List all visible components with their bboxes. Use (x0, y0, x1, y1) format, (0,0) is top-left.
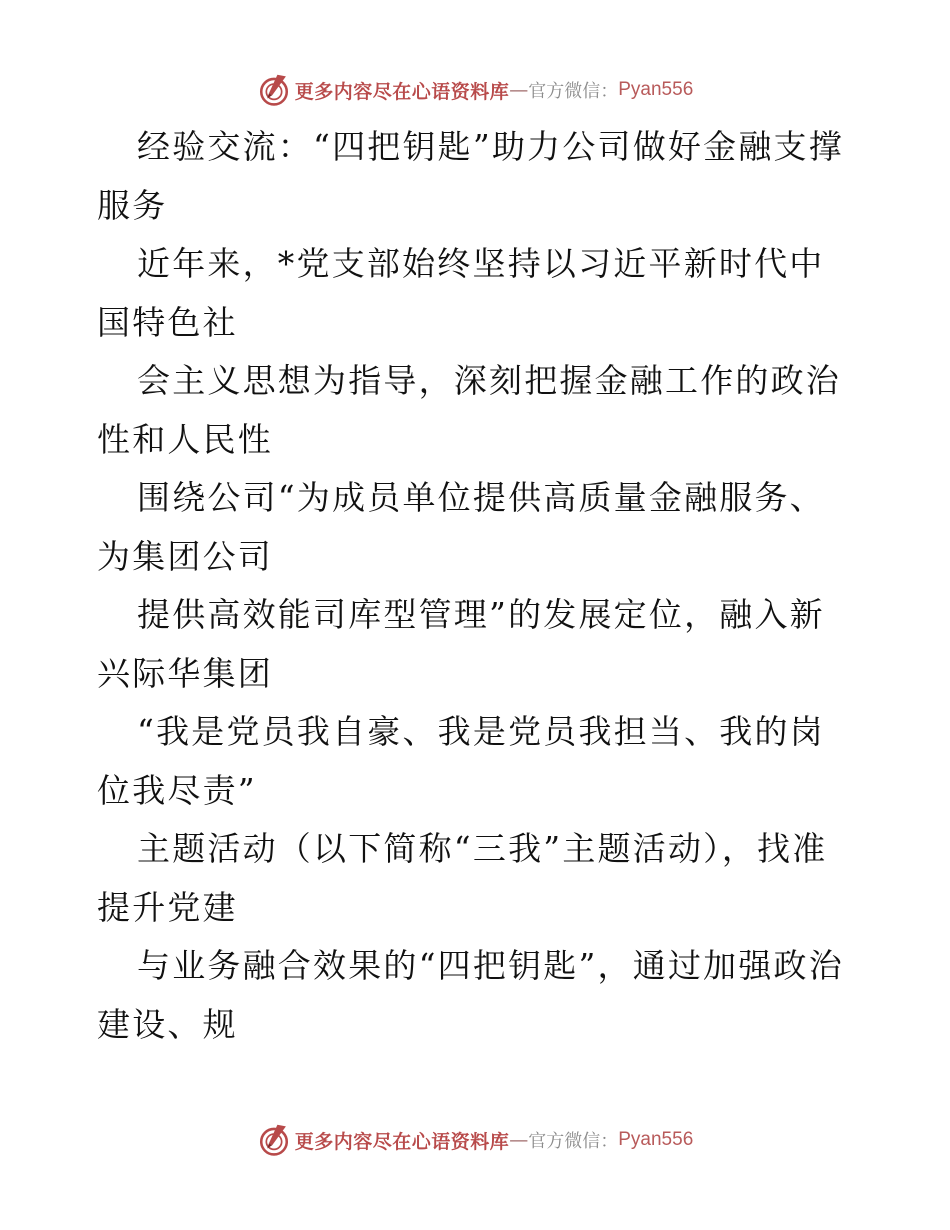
footer-wechat-id: Pyan556 (618, 1129, 694, 1150)
paragraph-line: “我是党员我自豪、我是党员我担当、我的岗位我尽责” (97, 712, 825, 810)
paragraph-line: 近年来，*党支部始终坚持以习近平新时代中国特色社 (97, 244, 825, 342)
page-footer (0, 1120, 950, 1160)
document-body (97, 118, 857, 1054)
footer-wechat-label: 官方微信： (528, 1131, 619, 1152)
header-wechat-id: Pyan556 (618, 79, 694, 100)
paragraph-line: 会主义思想为指导，深刻把握金融工作的政治性和人民性 (97, 361, 841, 459)
paragraph-line: 围绕公司“为成员单位提供高质量金融服务、为集团公司 (97, 478, 825, 576)
paragraph-line: 与业务融合效果的“四把钥匙”，通过加强政治建设、规 (97, 946, 844, 1044)
header-dash: — (509, 79, 529, 101)
paragraph-line: 提供高效能司库型管理”的发展定位，融入新兴际华集团 (97, 595, 825, 693)
footer-brand-text: 更多内容尽在心语资料库 (294, 1130, 510, 1153)
quill-logo-icon (257, 1123, 291, 1157)
footer-dash: — (509, 1129, 529, 1151)
header-banner (257, 73, 694, 107)
paragraph-line: 经验交流：“四把钥匙”助力公司做好金融支撑服务 (97, 127, 844, 225)
paragraph-line: 主题活动（以下简称“三我”主题活动），找准提升党建 (97, 829, 828, 927)
footer-banner (257, 1123, 694, 1157)
header-brand-text: 更多内容尽在心语资料库 (294, 80, 510, 103)
quill-logo-icon (257, 73, 291, 107)
page-header (0, 70, 950, 110)
header-wechat-label: 官方微信： (528, 81, 619, 102)
